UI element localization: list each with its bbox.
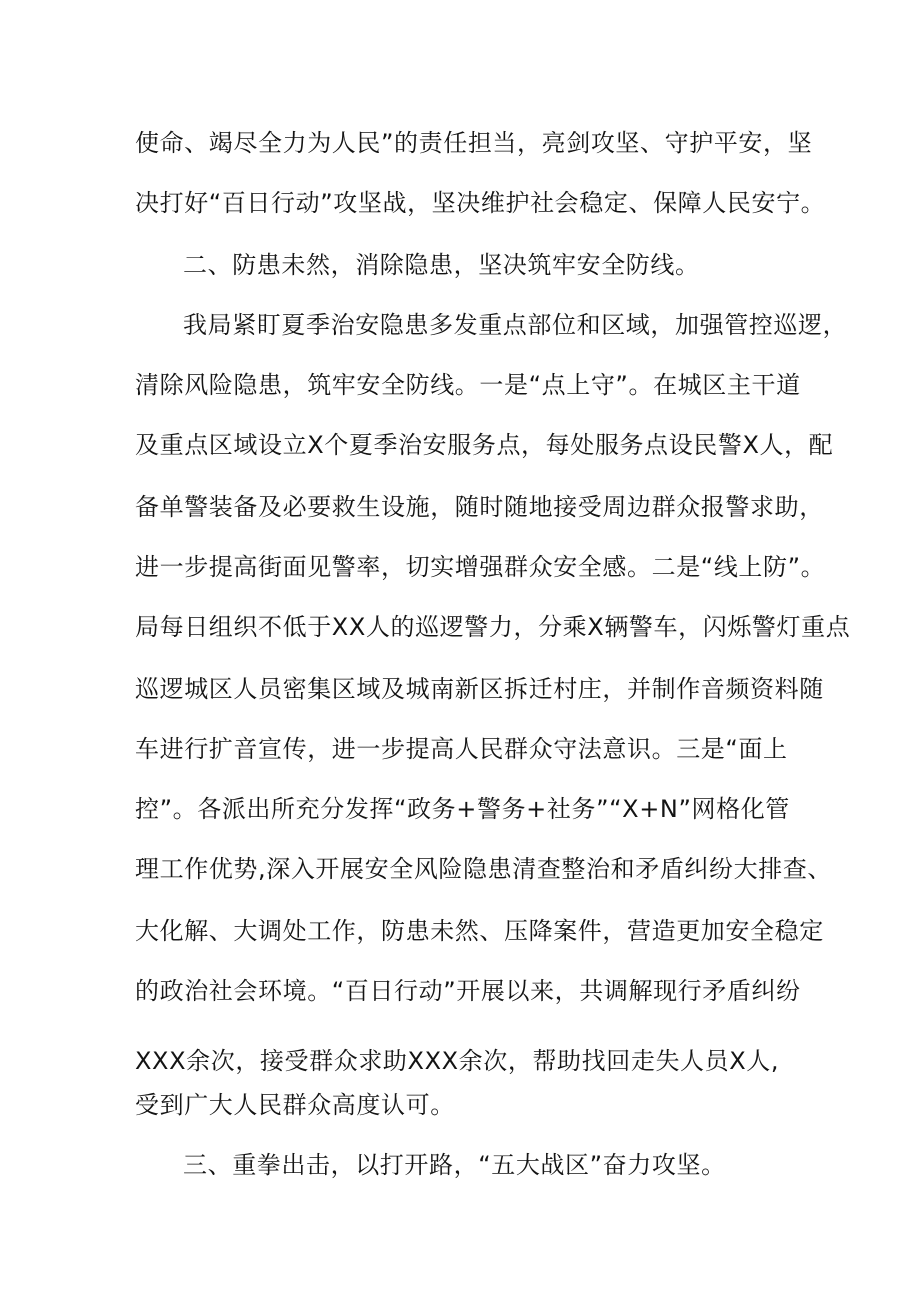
text-line: 使命、竭尽全力为人民”的责任担当，亮剑攻坚、守护平安，坚: [135, 129, 813, 157]
text-line: 大化解、大调处工作，防患未然、压降案件，营造更加安全稳定: [135, 917, 824, 945]
text-line: 控”。各派出所充分发挥“政务+警务+社务”“X+N”网格化管: [135, 795, 790, 823]
text-line: 清除风险隐患，筑牢安全防线。一是“点上守”。在城区主干道: [135, 371, 801, 399]
text-line: 我局紧盯夏季治安隐患多发重点部位和区域，加强管控巡逻，: [183, 311, 848, 339]
text-line: 进一步提高街面见警率，切实增强群众安全感。二是“线上防”。: [135, 553, 826, 581]
text-line: 理工作优势,深入开展安全风险隐患清查整治和矛盾纠纷大排查、: [135, 855, 833, 883]
text-line: 的政治社会环境。“百日行动”开展以来，共调解现行矛盾纠纷: [135, 977, 801, 1005]
text-line: 受到广大人民群众高度认可。: [135, 1091, 455, 1119]
text-line: 及重点区域设立X个夏季治安服务点，每处服务点设民警X人，配: [135, 431, 834, 459]
section-heading: 三、重拳出击，以打开路，“五大战区”奋力攻坚。: [183, 1151, 726, 1179]
text-line: 车进行扩音宣传，进一步提高人民群众守法意识。三是“面上: [135, 735, 788, 763]
text-line: XXX余次，接受群众求助XXX余次，帮助找回走失人员X人,: [135, 1047, 780, 1075]
text-line: 决打好“百日行动”攻坚战，坚决维护社会稳定、保障人民安宁。: [135, 189, 826, 217]
text-line: 备单警装备及必要救生设施，随时随地接受周边群众报警求助，: [135, 493, 824, 521]
section-heading: 二、防患未然，消除隐患，坚决筑牢安全防线。: [183, 251, 700, 279]
text-line: 巡逻城区人员密集区域及城南新区拆迁村庄，并制作音频资料随: [135, 675, 824, 703]
text-line: 局每日组织不低于XX人的巡逻警力，分乘X辆警车，闪烁警灯重点: [135, 613, 851, 641]
